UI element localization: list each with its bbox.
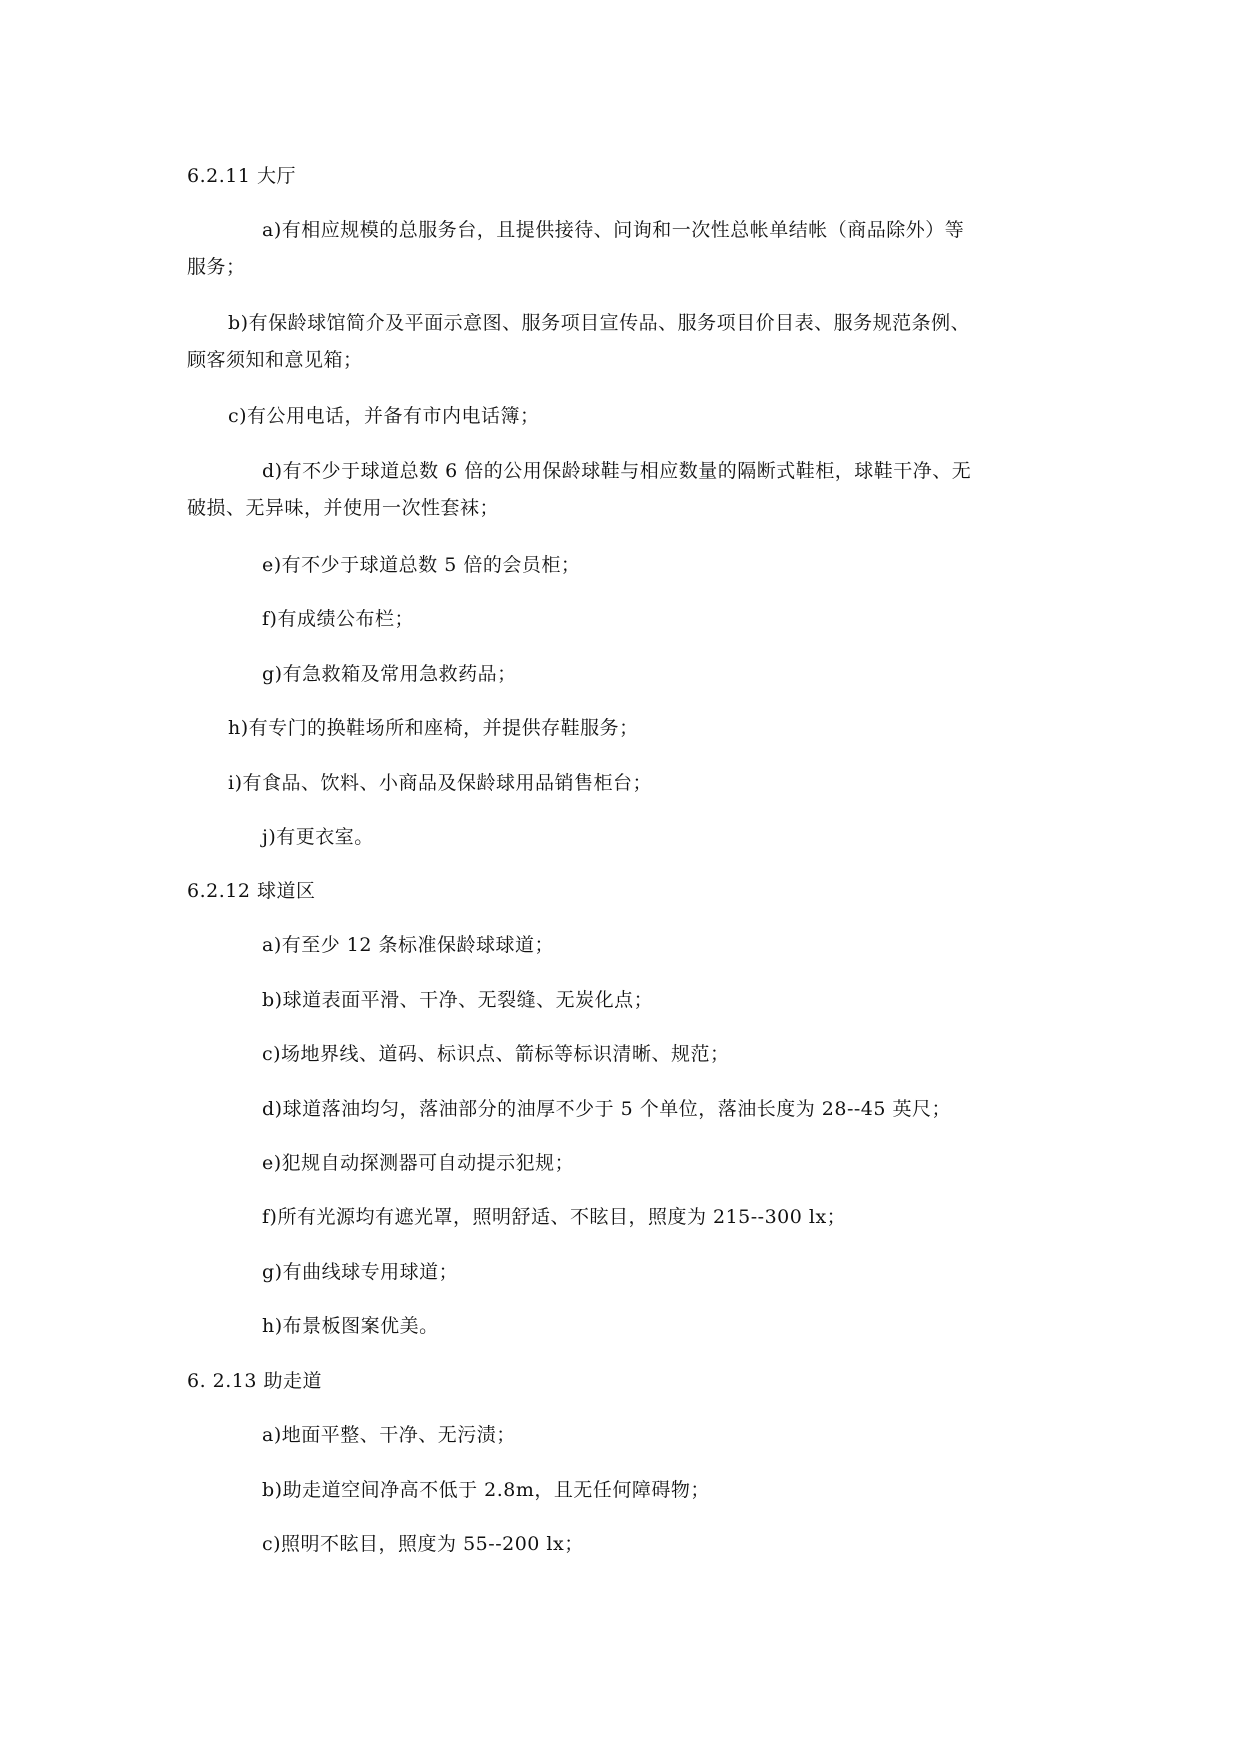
item-d-line2: 破损、无异味，并使用一次性套袜； <box>187 497 500 519</box>
item-e: e)有不少于球道总数 5 倍的会员柜； <box>262 554 581 576</box>
item-a-line1: a)有相应规模的总服务台，且提供接待、问询和一次性总帐单结帐（商品除外）等 <box>262 219 965 241</box>
item-e: e)犯规自动探测器可自动提示犯规； <box>262 1152 575 1174</box>
item-c: c)场地界线、道码、标识点、箭标等标识清晰、规范； <box>262 1043 730 1065</box>
item-f: f)有成绩公布栏； <box>262 608 414 630</box>
item-a-line2: 服务； <box>187 256 246 278</box>
item-h: h)有专门的换鞋场所和座椅，并提供存鞋服务； <box>228 717 639 739</box>
item-g: g)有急救箱及常用急救药品； <box>262 663 517 685</box>
item-b-line1: b)有保龄球馆简介及平面示意图、服务项目宣传品、服务项目价目表、服务规范条例、 <box>228 312 971 334</box>
section-heading-6-2-13: 6. 2.13 助走道 <box>187 1370 323 1392</box>
item-f: f)所有光源均有遮光罩，照明舒适、不眩目，照度为 215--300 lx； <box>262 1206 847 1228</box>
item-b: b)球道表面平滑、干净、无裂缝、无炭化点； <box>262 989 654 1011</box>
item-b: b)助走道空间净高不低于 2.8m，且无任何障碍物； <box>262 1479 710 1501</box>
item-g: g)有曲线球专用球道； <box>262 1261 459 1283</box>
item-b-line2: 顾客须知和意见箱； <box>187 349 363 371</box>
item-d-line1: d)有不少于球道总数 6 倍的公用保龄球鞋与相应数量的隔断式鞋柜，球鞋干净、无 <box>262 460 972 482</box>
item-i: i)有食品、饮料、小商品及保龄球用品销售柜台； <box>228 772 652 794</box>
section-heading-6-2-12: 6.2.12 球道区 <box>187 880 316 902</box>
item-c: c)有公用电话，并备有市内电话簿； <box>228 405 540 427</box>
item-a: a)地面平整、干净、无污渍； <box>262 1424 516 1446</box>
item-d: d)球道落油均匀，落油部分的油厚不少于 5 个单位，落油长度为 28--45 英尺； <box>262 1098 952 1120</box>
item-h: h)布景板图案优美。 <box>262 1315 439 1337</box>
item-a: a)有至少 12 条标准保龄球球道； <box>262 934 554 956</box>
item-j: j)有更衣室。 <box>262 826 374 848</box>
item-c: c)照明不眩目，照度为 55--200 lx； <box>262 1533 584 1555</box>
section-heading-6-2-11: 6.2.11 大厅 <box>187 165 296 187</box>
